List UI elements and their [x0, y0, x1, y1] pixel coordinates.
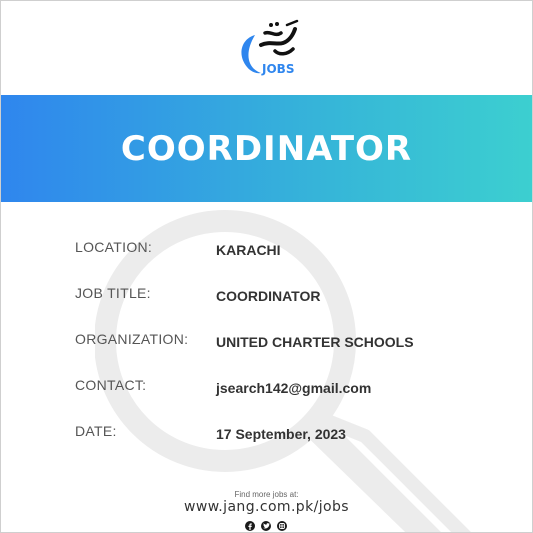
jang-jobs-logo[interactable]: [235, 15, 305, 79]
organization-label: ORGANIZATION:: [75, 331, 189, 347]
contact-email[interactable]: jsearch142@gmail.com: [216, 380, 372, 396]
social-icons: [245, 521, 287, 531]
job-title-heading: COORDINATOR: [120, 128, 413, 169]
title-banner: [1, 95, 532, 202]
twitter-icon[interactable]: [261, 521, 271, 531]
detail-row-contact: [75, 377, 515, 401]
location-value: KARACHI: [216, 242, 281, 258]
detail-row-date: [75, 423, 515, 447]
instagram-icon[interactable]: [277, 521, 287, 531]
detail-row-location: [75, 239, 515, 263]
detail-row-job-title: [75, 285, 515, 309]
date-label: DATE:: [75, 423, 117, 439]
contact-label: CONTACT:: [75, 377, 147, 393]
job-title-label: JOB TITLE:: [75, 285, 151, 301]
location-label: LOCATION:: [75, 239, 153, 255]
facebook-icon[interactable]: [245, 521, 255, 531]
site-link[interactable]: www.jang.com.pk/jobs: [184, 499, 349, 515]
date-value: 17 September, 2023: [216, 426, 346, 442]
logo-mark-icon: [235, 15, 305, 79]
logo-word: JOBS: [262, 62, 295, 76]
find-more-text: Find more jobs at:: [234, 490, 299, 499]
job-title-value: COORDINATOR: [216, 288, 321, 304]
detail-row-organization: [75, 331, 515, 355]
organization-value: UNITED CHARTER SCHOOLS: [216, 334, 414, 350]
